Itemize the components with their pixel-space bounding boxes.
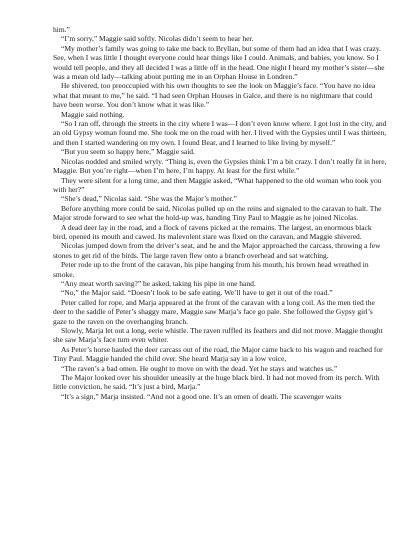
paragraph: “Any meat worth saving?” he asked, taking his pipe in one hand. — [61, 278, 256, 288]
paragraph: “I’m sorry,” Maggie said softly. Nicolas didn’t seem to hear her. — [61, 34, 254, 44]
paragraph: Peter rode up to the front of the caravan, his pipe hanging from his mouth, his brown head wreathed in smoke. — [53, 260, 369, 279]
paragraph: “But you seem so happy here,” Maggie said. — [61, 147, 195, 157]
paragraph: A dead deer lay in the road, and a flock of ravens picked at the remains. The largest, an enormous black bird, opened its mouth and cawed. Its malevolent stare was fixed on the caravan, and Maggie shivered. — [53, 222, 372, 241]
paragraph: him.” — [53, 25, 70, 34]
paragraph: “The raven’s a bad omen. He ought to move on with the dead. Yet he stays and watches us.” — [61, 363, 338, 373]
paragraph: “My mother’s family was going to take me back to Bryllan, but some of them had an idea that I was crazy. See, when I was little I thought everyone could hear things like I could. Animals, and babies, you know. So I would tell people, and they all decided I was a little off in the head. One night I heard my mother’s sister—she was a mean old lady—talking about putting me in an Orphan House in Londren.” — [53, 43, 385, 82]
paragraph: As Peter’s horse hauled the deer carcass out of the road, the Major came back to his wagon and reached for Tiny Paul. Maggie handed the child over. She heard Marja say in a low voice, — [53, 344, 383, 364]
paragraph: “So I ran off, through the streets in the city where I was—I don’t even know where. I got lost in the city, and an old Gypsy woman found me. She took me on the road with her. I lived with the Gypsies until I was thirteen, and then I started wandering on my own. I found Bear, and I learned to like living by myself.” — [53, 119, 387, 147]
paragraph: “No,” the Major said. “Doesn’t look to be safe eating. We’ll have to get it out of the road.” — [61, 288, 333, 298]
paragraph: Maggie said nothing. — [61, 109, 125, 119]
paragraph: The Major looked over his shoulder uneasily at the huge black bird. It had not moved from its perch. With little conviction, he said, “It’s just a bird, Marja.” — [53, 373, 380, 392]
paragraph: He shivered, too preoccupied with his own thoughts to see the look on Maggie’s face. “You have no idea what that meant to me,” he said. “I had seen Orphan Houses in Galce, and there is no nightmare that could have been worse. You don’t know what it was like.” — [53, 81, 376, 110]
paragraph: Nicolas jumped down from the driver’s seat, and he and the Major approached the carcass, throwing a few stones to get rid of the birds. The large raven flew onto a branch overhead and sat watching. — [53, 241, 381, 260]
paragraph: Peter called for rope, and Marja appeared at the front of the caravan with a long coil. As the men tied the deer to the saddle of Peter’s shaggy mare, Maggie saw Marja’s face go pale. She followed the Gypsy girl’s gaze to the raven on the overhanging branch. — [53, 297, 375, 326]
paragraph: “It’s a sign,” Marja insisted. “And not a good one. It’s an omen of death. The scavenger waits — [61, 391, 342, 401]
paragraph: Slowly, Marja let out a long, eerie whistle. The raven ruffled its feathers and did not move. Maggie thought she saw Marja’s face turn even whiter. — [53, 326, 383, 345]
paragraph: “She’s dead,” Nicolas said. “She was the Major’s mother.” — [61, 194, 237, 204]
paragraph: They were silent for a long time, and then Maggie asked, “What happened to the old woman who took you with her?” — [53, 175, 382, 194]
paragraph: Nicolas nodded and smiled wryly. “Thing is, even the Gypsies think I’m a bit crazy. I don’t really fit in here, Maggie. But you’re right—when I’m here, I’m happy. At least for the first while.” — [53, 156, 387, 176]
paragraph: Before anything more could be said, Nicolas pulled up on the reins and signaled to the caravan to halt. The Major strode forward to see what the hold-up was, handing Tiny Paul to Maggie as he joined Nicolas. — [53, 203, 382, 223]
